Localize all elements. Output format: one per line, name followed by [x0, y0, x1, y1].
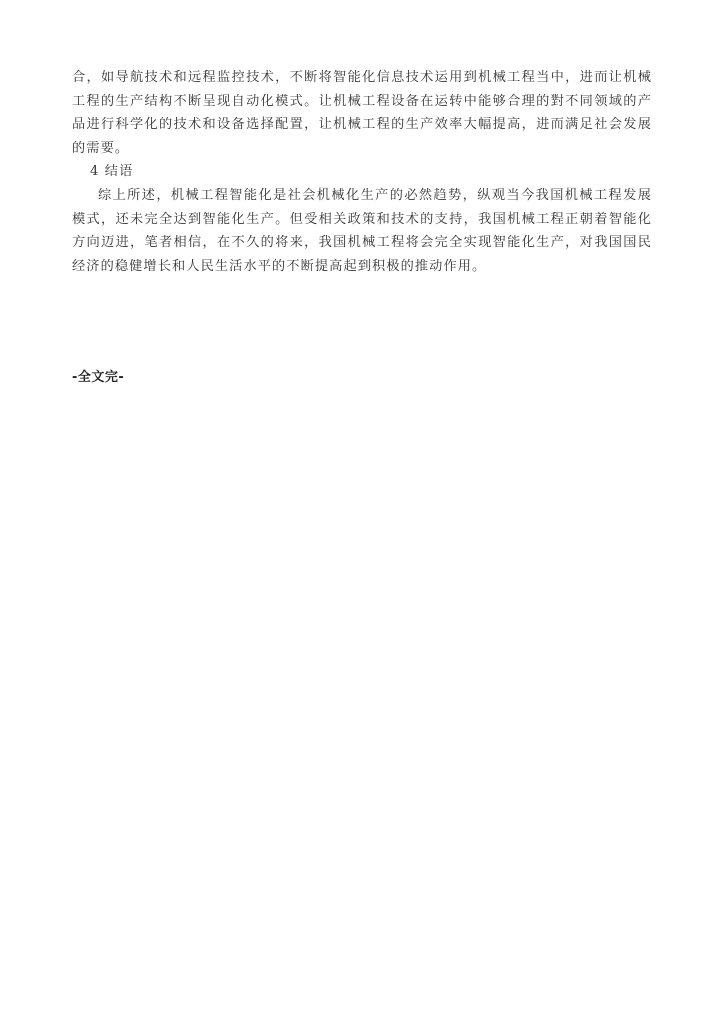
conclusion-paragraph: 综上所述，机械工程智能化是社会机械化生产的必然趋势，纵观当今我国机械工程发展模式，还未完全达到智能化生产。但受相关政策和技术的支持，我国机械工程正朝着智能化方向迈进，笔者相信，在不久的将来，我国机械工程将会完全实现智能化生产，对我国国民经济的稳健增长和人民生活水平的不断提高起到积极的推动作用。: [72, 187, 652, 274]
end-of-text-mark: -全文完-: [72, 370, 125, 385]
continued-paragraph: 合，如导航技术和远程监控技术，不断将智能化信息技术运用到机械工程当中，进而让机械工程的生产结构不断呈现自动化模式。让机械工程设备在运转中能够合理的對不同领域的产品进行科学化的技术和设备选择配置，让机械工程的生产效率大幅提高，进而满足社会发展的需要。: [72, 70, 652, 156]
document-body: [72, 66, 652, 278]
section-heading-conclusion: 4 结语: [90, 164, 134, 180]
